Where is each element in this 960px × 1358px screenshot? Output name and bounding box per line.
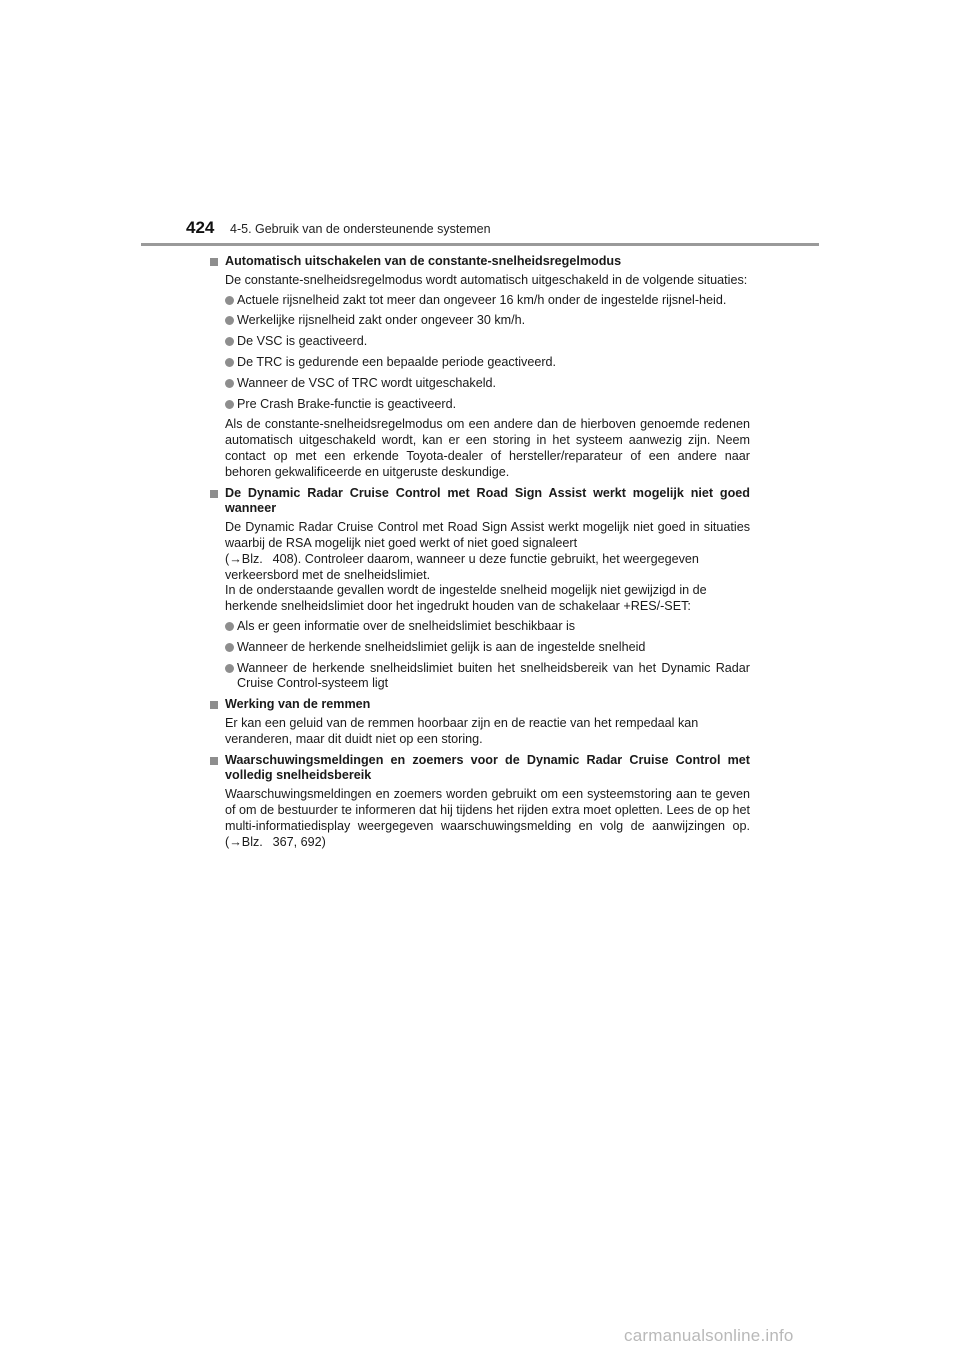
- section-road-sign-assist: [210, 486, 750, 693]
- list-item: Pre Crash Brake-functie is geactiveerd.: [210, 397, 750, 413]
- watermark: carmanualsonline.info: [624, 1326, 794, 1345]
- section-auto-disable: [210, 254, 750, 481]
- round-bullet-icon: [225, 643, 234, 652]
- round-bullet-icon: [225, 400, 234, 409]
- chapter-title: 4-5. Gebruik van de ondersteunende systemen: [230, 222, 491, 236]
- paragraph: (→Blz. 408). Controleer daarom, wanneer u deze functie gebruikt, het weergegeven verkeersbord met de snelheidslimiet.: [225, 551, 699, 582]
- list-item: Wanneer de herkende snelheidslimiet gelijk is aan de ingestelde snelheid: [210, 640, 750, 656]
- round-bullet-icon: [225, 664, 234, 673]
- section-heading: De Dynamic Radar Cruise Control met Road Sign Assist werkt mogelijk niet goed wanneer: [210, 486, 750, 518]
- section-heading: Werking van de remmen: [210, 697, 750, 713]
- list-item: De TRC is gedurende een bepaalde periode geactiveerd.: [210, 355, 750, 371]
- section-brakes: [210, 697, 750, 747]
- paragraph: In de onderstaande gevallen wordt de ingestelde snelheid mogelijk niet gewijzigd in de herkende snelheidslimiet door het ingedrukt houden van de schakelaar +RES/-SET:: [225, 583, 707, 614]
- square-bullet-icon: [210, 258, 218, 266]
- section-heading: Waarschuwingsmeldingen en zoemers voor de Dynamic Radar Cruise Control met volledig snelheidsbereik: [210, 753, 750, 785]
- paragraph: Waarschuwingsmeldingen en zoemers worden gebruikt om een systeemstoring aan te geven of om de bestuurder te informeren dat hij tijdens het rijden extra moet opletten. Lees de op het multi-informatiedisplay weergegeven waarschuwingsmelding en volg de aanwijzingen op. (→Blz. 367, 692): [225, 787, 750, 849]
- square-bullet-icon: [210, 757, 218, 765]
- list-item: De VSC is geactiveerd.: [210, 334, 750, 350]
- round-bullet-icon: [225, 622, 234, 631]
- square-bullet-icon: [210, 490, 218, 498]
- round-bullet-icon: [225, 358, 234, 367]
- page-content: [210, 254, 750, 855]
- section-warnings: [210, 753, 750, 851]
- list-item: Werkelijke rijsnelheid zakt onder ongeveer 30 km/h.: [210, 313, 750, 329]
- paragraph: De Dynamic Radar Cruise Control met Road Sign Assist werkt mogelijk niet goed in situaties waarbij de RSA mogelijk niet goed werkt of niet goed signaleert: [225, 520, 750, 550]
- section-heading: Automatisch uitschakelen van de constante-snelheidsregelmodus: [210, 254, 750, 270]
- list-item: Wanneer de VSC of TRC wordt uitgeschakeld.: [210, 376, 750, 392]
- square-bullet-icon: [210, 701, 218, 709]
- header-rule: [141, 243, 819, 246]
- page-number: 424: [186, 218, 215, 237]
- round-bullet-icon: [225, 337, 234, 346]
- round-bullet-icon: [225, 316, 234, 325]
- list-item: Wanneer de herkende snelheidslimiet buiten het snelheidsbereik van het Dynamic Radar Cruise Control-systeem ligt: [210, 661, 750, 693]
- paragraph: De constante-snelheidsregelmodus wordt automatisch uitgeschakeld in de volgende situaties:: [225, 272, 748, 287]
- paragraph: Er kan een geluid van de remmen hoorbaar zijn en de reactie van het rempedaal kan veranderen, maar dit duidt niet op een storing.: [225, 715, 699, 746]
- list-item: Actuele rijsnelheid zakt tot meer dan ongeveer 16 km/h onder de ingestelde rijsnel-heid.: [210, 293, 750, 309]
- round-bullet-icon: [225, 296, 234, 305]
- round-bullet-icon: [225, 379, 234, 388]
- list-item: Als er geen informatie over de snelheidslimiet beschikbaar is: [210, 619, 750, 635]
- paragraph: Als de constante-snelheidsregelmodus om een andere dan de hierboven genoemde redenen automatisch uitgeschakeld wordt, kan er een storing in het systeem aanwezig zijn. Neem contact op met een erkende Toyota-dealer of hersteller/reparateur of een andere naar behoren gekwalificeerde en uitgeruste deskundige.: [225, 417, 750, 479]
